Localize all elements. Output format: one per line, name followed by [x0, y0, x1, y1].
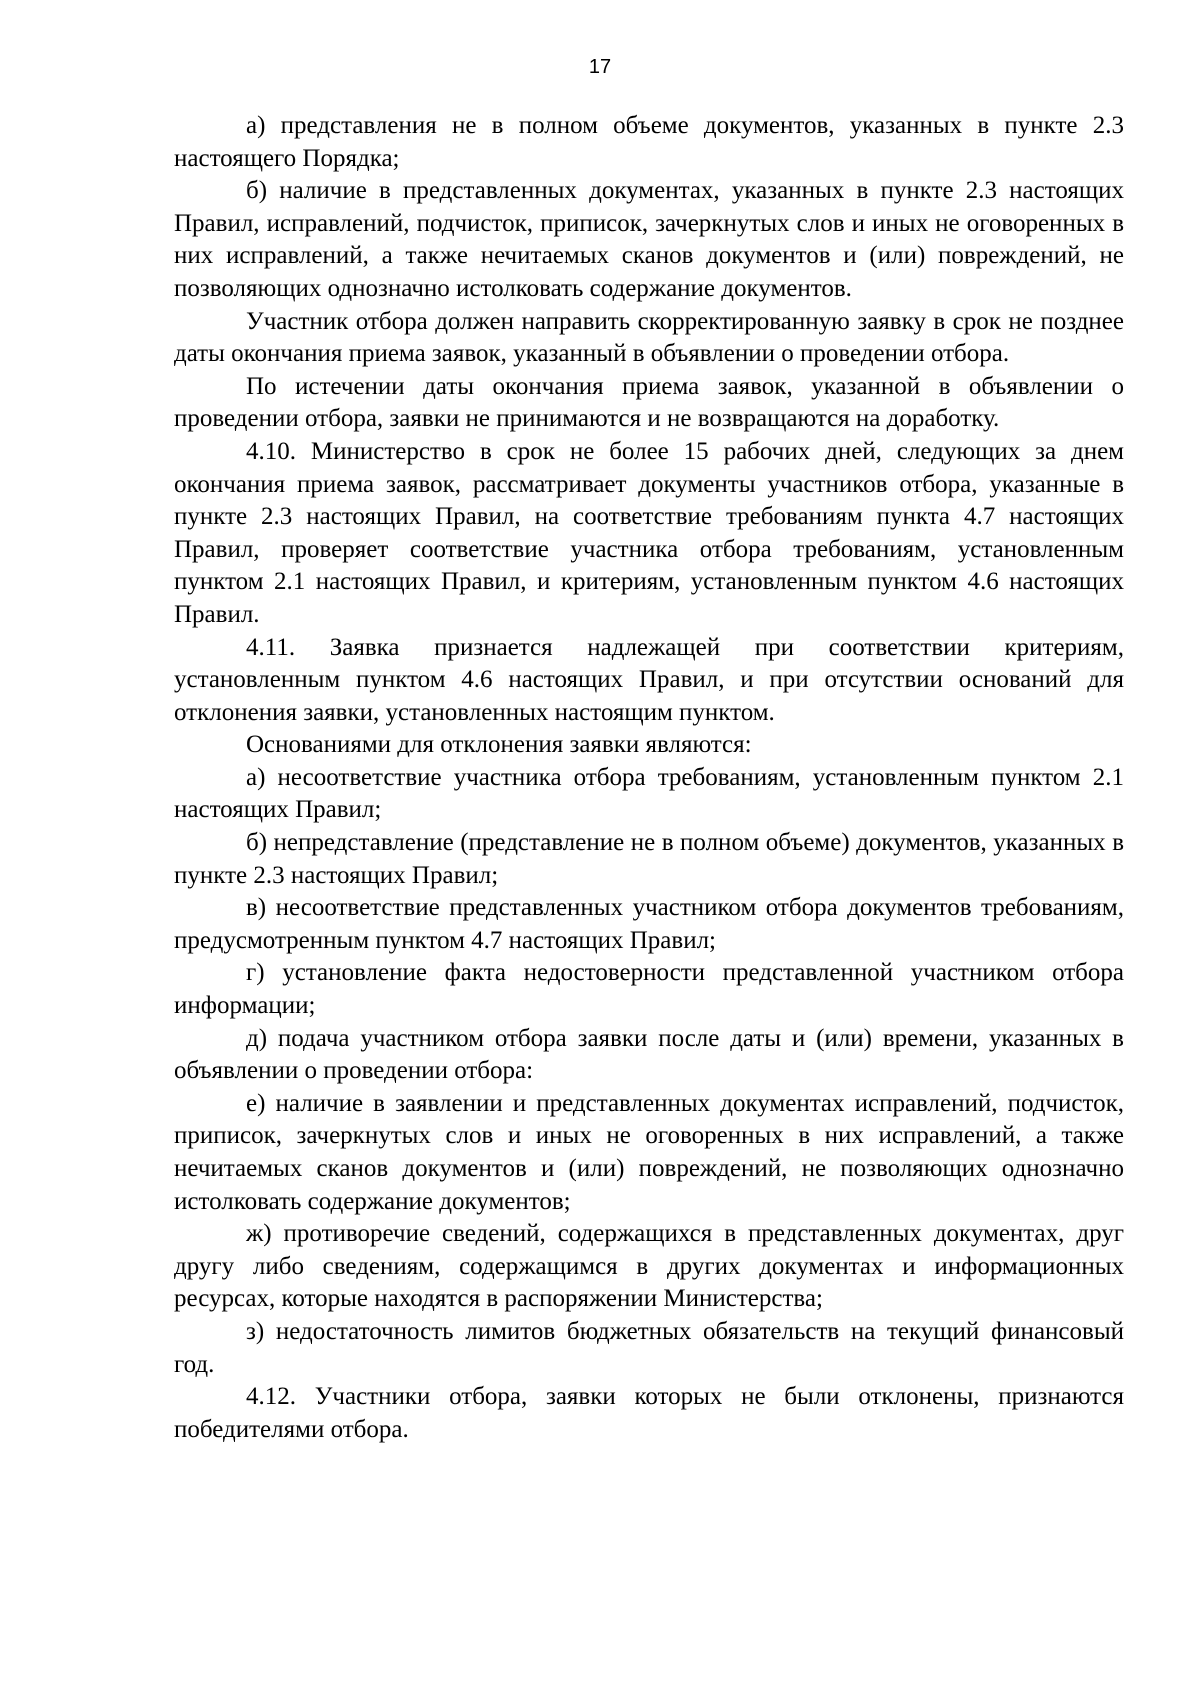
list-item-g: г) установление факта недостоверности представленной участником отбора информации; [174, 959, 1124, 1020]
paragraph-resubmission-deadline: Участник отбора должен направить скорректированную заявку в срок не позднее даты окончания приема заявок, указанный в объявлении о проведении отбора. [174, 307, 1124, 368]
paragraph-a-documents-incomplete: а) представления не в полном объеме документов, указанных в пункте 2.3 настоящего Порядка; [174, 112, 1124, 172]
document-body [174, 110, 1124, 1446]
paragraph-4-11: 4.11. Заявка признается надлежащей при соответствии критериям, установленным пунктом 4.6 настоящих Правил, и при отсутствии оснований для отклонения заявки, установленных настоящим пунктом. [174, 633, 1124, 726]
list-item-zh: ж) противоречие сведений, содержащихся в представленных документах, друг другу либо сведениям, содержащимся в других документах и информационных ресурсах, которые находятся в распоряжении Министерства; [174, 1220, 1124, 1313]
paragraph-after-deadline: По истечении даты окончания приема заявок, указанной в объявлении о проведении отбора, заявки не принимаются и не возвращаются на доработку. [174, 372, 1124, 433]
list-item-z: з) недостаточность лимитов бюджетных обязательств на текущий финансовый год. [174, 1317, 1124, 1378]
list-item-d: д) подача участником отбора заявки после даты и (или) времени, указанных в объявлении о проведении отбора: [174, 1024, 1124, 1085]
list-item-e: е) наличие в заявлении и представленных документах исправлений, подчисток, приписок, зачеркнутых слов и иных не оговоренных в них исправлений, а также нечитаемых сканов документов и (или) повреждений, не позволяющих однозначно истолковать содержание документов; [174, 1089, 1124, 1215]
page-number: 17 [588, 56, 612, 78]
paragraph-b-corrections: б) наличие в представленных документах, указанных в пункте 2.3 настоящих Правил, исправлений, подчисток, приписок, зачеркнутых слов и иных не оговоренных в них исправлений, а также нечитаемых сканов документов и (или) повреждений, не позволяющих однозначно истолковать содержание документов. [174, 177, 1124, 302]
list-item-b: б) непредставление (представление не в полном объеме) документов, указанных в пункте 2.3 настоящих Правил; [174, 829, 1124, 889]
list-item-a: а) несоответствие участника отбора требованиям, установленным пунктом 2.1 настоящих Правил; [174, 763, 1124, 824]
paragraph-4-12: 4.12. Участники отбора, заявки которых не были отклонены, признаются победителями отбора. [174, 1383, 1124, 1443]
paragraph-4-10: 4.10. Министерство в срок не более 15 рабочих дней, следующих за днем окончания приема заявок, рассматривает документы участников отбора, указанные в пункте 2.3 настоящих Правил, на соответствие требованиям пункта 4.7 настоящих Правил, проверяет соответствие участника отбора требованиям, установленным пунктом 2.1 настоящих Правил, и критериям, установленным пунктом 4.6 настоящих Правил. [174, 437, 1124, 628]
list-item-v: в) несоответствие представленных участником отбора документов требованиям, предусмотренным пунктом 4.7 настоящих Правил; [174, 894, 1124, 954]
paragraph-rejection-grounds-intro: Основаниями для отклонения заявки являются: [246, 731, 752, 759]
